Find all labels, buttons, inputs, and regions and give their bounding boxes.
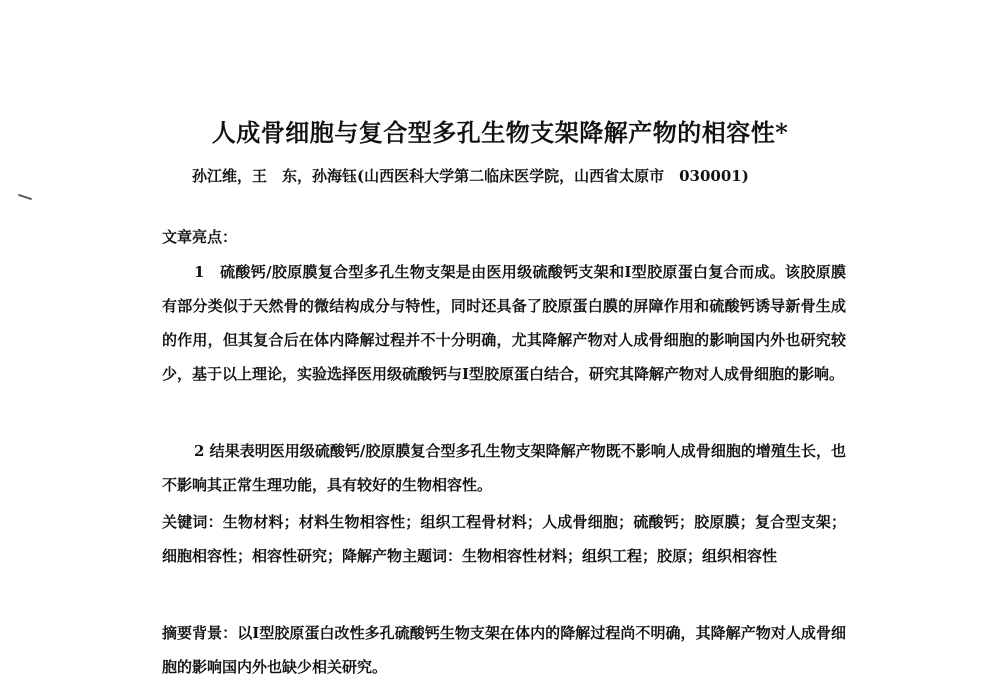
author-line: 孙江维，王 东，孙海钰(山西医科大学第二临床医学院，山西省太原市 030001) — [192, 167, 749, 185]
highlight-paragraph-1: 1 硫酸钙/胶原膜复合型多孔生物支架是由医用级硫酸钙支架和Ⅰ型胶原蛋白复合而成。该胶原膜有部分类似于天然骨的微结构成分与特性，同时还具备了胶原蛋白膜的屏障作用和硫酸钙诱导新骨生成的作用，但其复合后在体内降解过程并不十分明确，尤其降解产物对人成骨细胞的影响国内外也研究较少，基于以上理论，实验选择医用级硫酸钙与Ⅰ型胶原蛋白结合，研究其降解产物对人成骨细胞的影响。 — [162, 263, 846, 383]
highlight-paragraph-2: 2 结果表明医用级硫酸钙/胶原膜复合型多孔生物支架降解产物既不影响人成骨细胞的增殖生长，也不影响其正常生理功能，具有较好的生物相容性。 — [162, 442, 846, 494]
highlights-heading: 文章亮点： — [162, 228, 238, 246]
scan-artifact — [18, 194, 32, 200]
abstract-background-paragraph: 摘要背景：以Ⅰ型胶原蛋白改性多孔硫酸钙生物支架在体内的降解过程尚不明确，其降解产物对人成骨细胞的影响国内外也缺少相关研究。 — [162, 624, 846, 676]
article-title: 人成骨细胞与复合型多孔生物支架降解产物的相容性* — [211, 118, 789, 147]
keywords-paragraph: 关键词：生物材料；材料生物相容性；组织工程骨材料；人成骨细胞；硫酸钙；胶原膜；复合型支架；细胞相容性；相容性研究；降解产物主题词：生物相容性材料；组织工程；胶原；组织相容性 — [162, 513, 846, 565]
